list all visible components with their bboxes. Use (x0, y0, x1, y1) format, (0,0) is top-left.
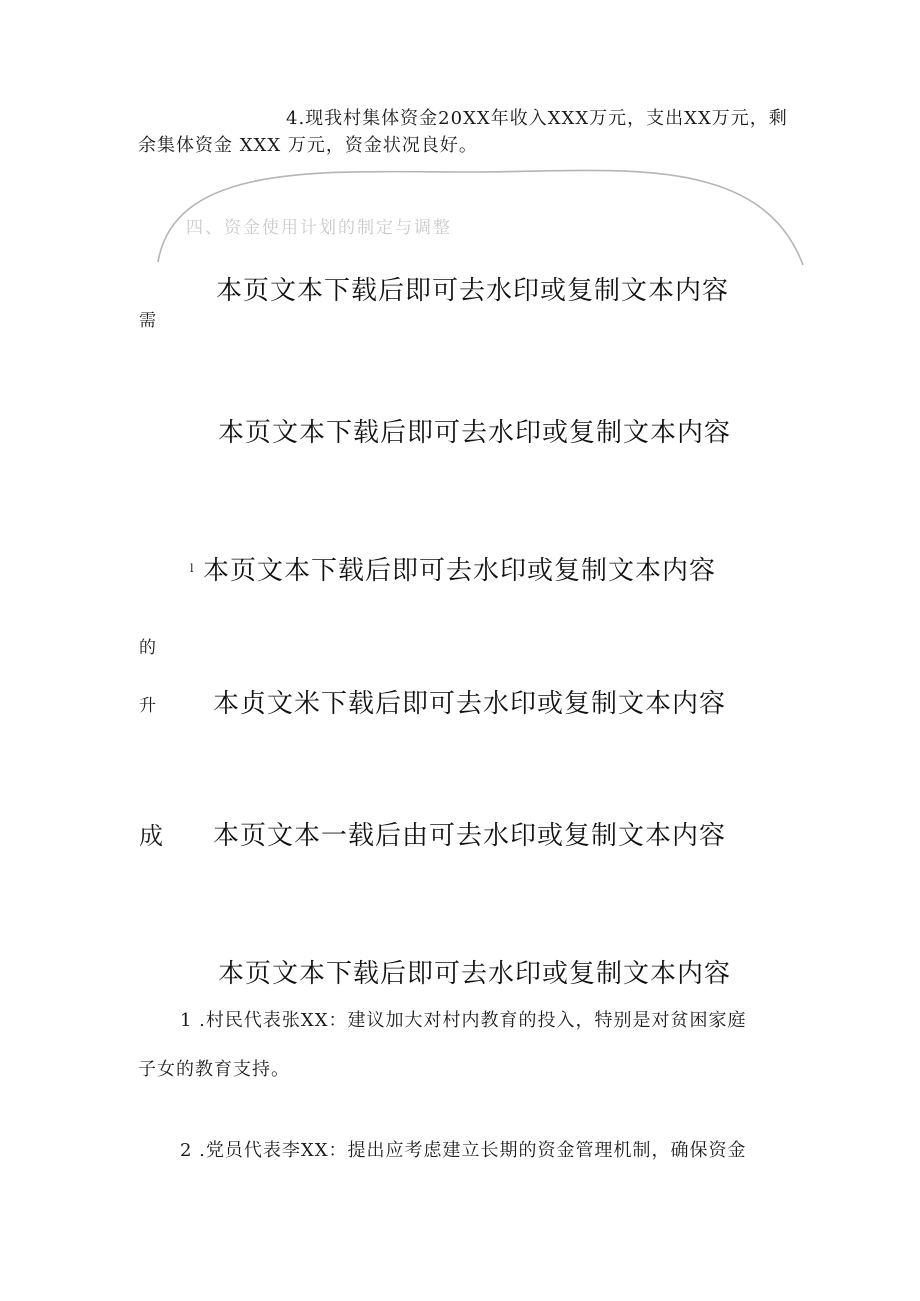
watermark-line: 本页文本下载后即可去水印或复制文本内容 (203, 556, 717, 586)
paragraph-2-line-1: 2 .党员代表李XX：提出应考虑建立长期的资金管理机制，确保资金 (180, 1140, 747, 1161)
paragraph-1-line-2: 子女的教育支持。 (138, 1059, 290, 1080)
watermark-line: 本页文本下载后即可去水印或复制文本内容 (218, 418, 732, 448)
side-fragment: 升 (139, 696, 156, 716)
watermark-line: 本页文本一载后由可去水印或复制文本内容 (213, 821, 727, 851)
watermark-line: 本贞文米下载后即可去水印或复制文本内容 (213, 689, 727, 719)
side-fragment: 需 (139, 311, 156, 331)
paragraph-1-line-1: 1 .村民代表张XX：建议加大对村内教育的投入，特别是对贫困家庭 (180, 1010, 747, 1031)
watermark-line: 本页文本下载后即可去水印或复制文本内容 (218, 959, 732, 989)
paragraph-4-line-2: 余集体资金 XXX 万元，资金状况良好。 (138, 135, 478, 156)
side-fragment: l (190, 562, 194, 575)
side-fragment: 的 (139, 638, 156, 658)
watermark-line: 本页文本下载后即可去水印或复制文本内容 (216, 276, 730, 306)
side-fragment: 成 (139, 822, 163, 850)
section-heading-faded: 四、资金使用计划的制定与调整 (186, 218, 452, 238)
paragraph-4-line-1: 4.现我村集体资金20XX年收入XXX万元，支出XX万元，剩 (286, 108, 788, 129)
